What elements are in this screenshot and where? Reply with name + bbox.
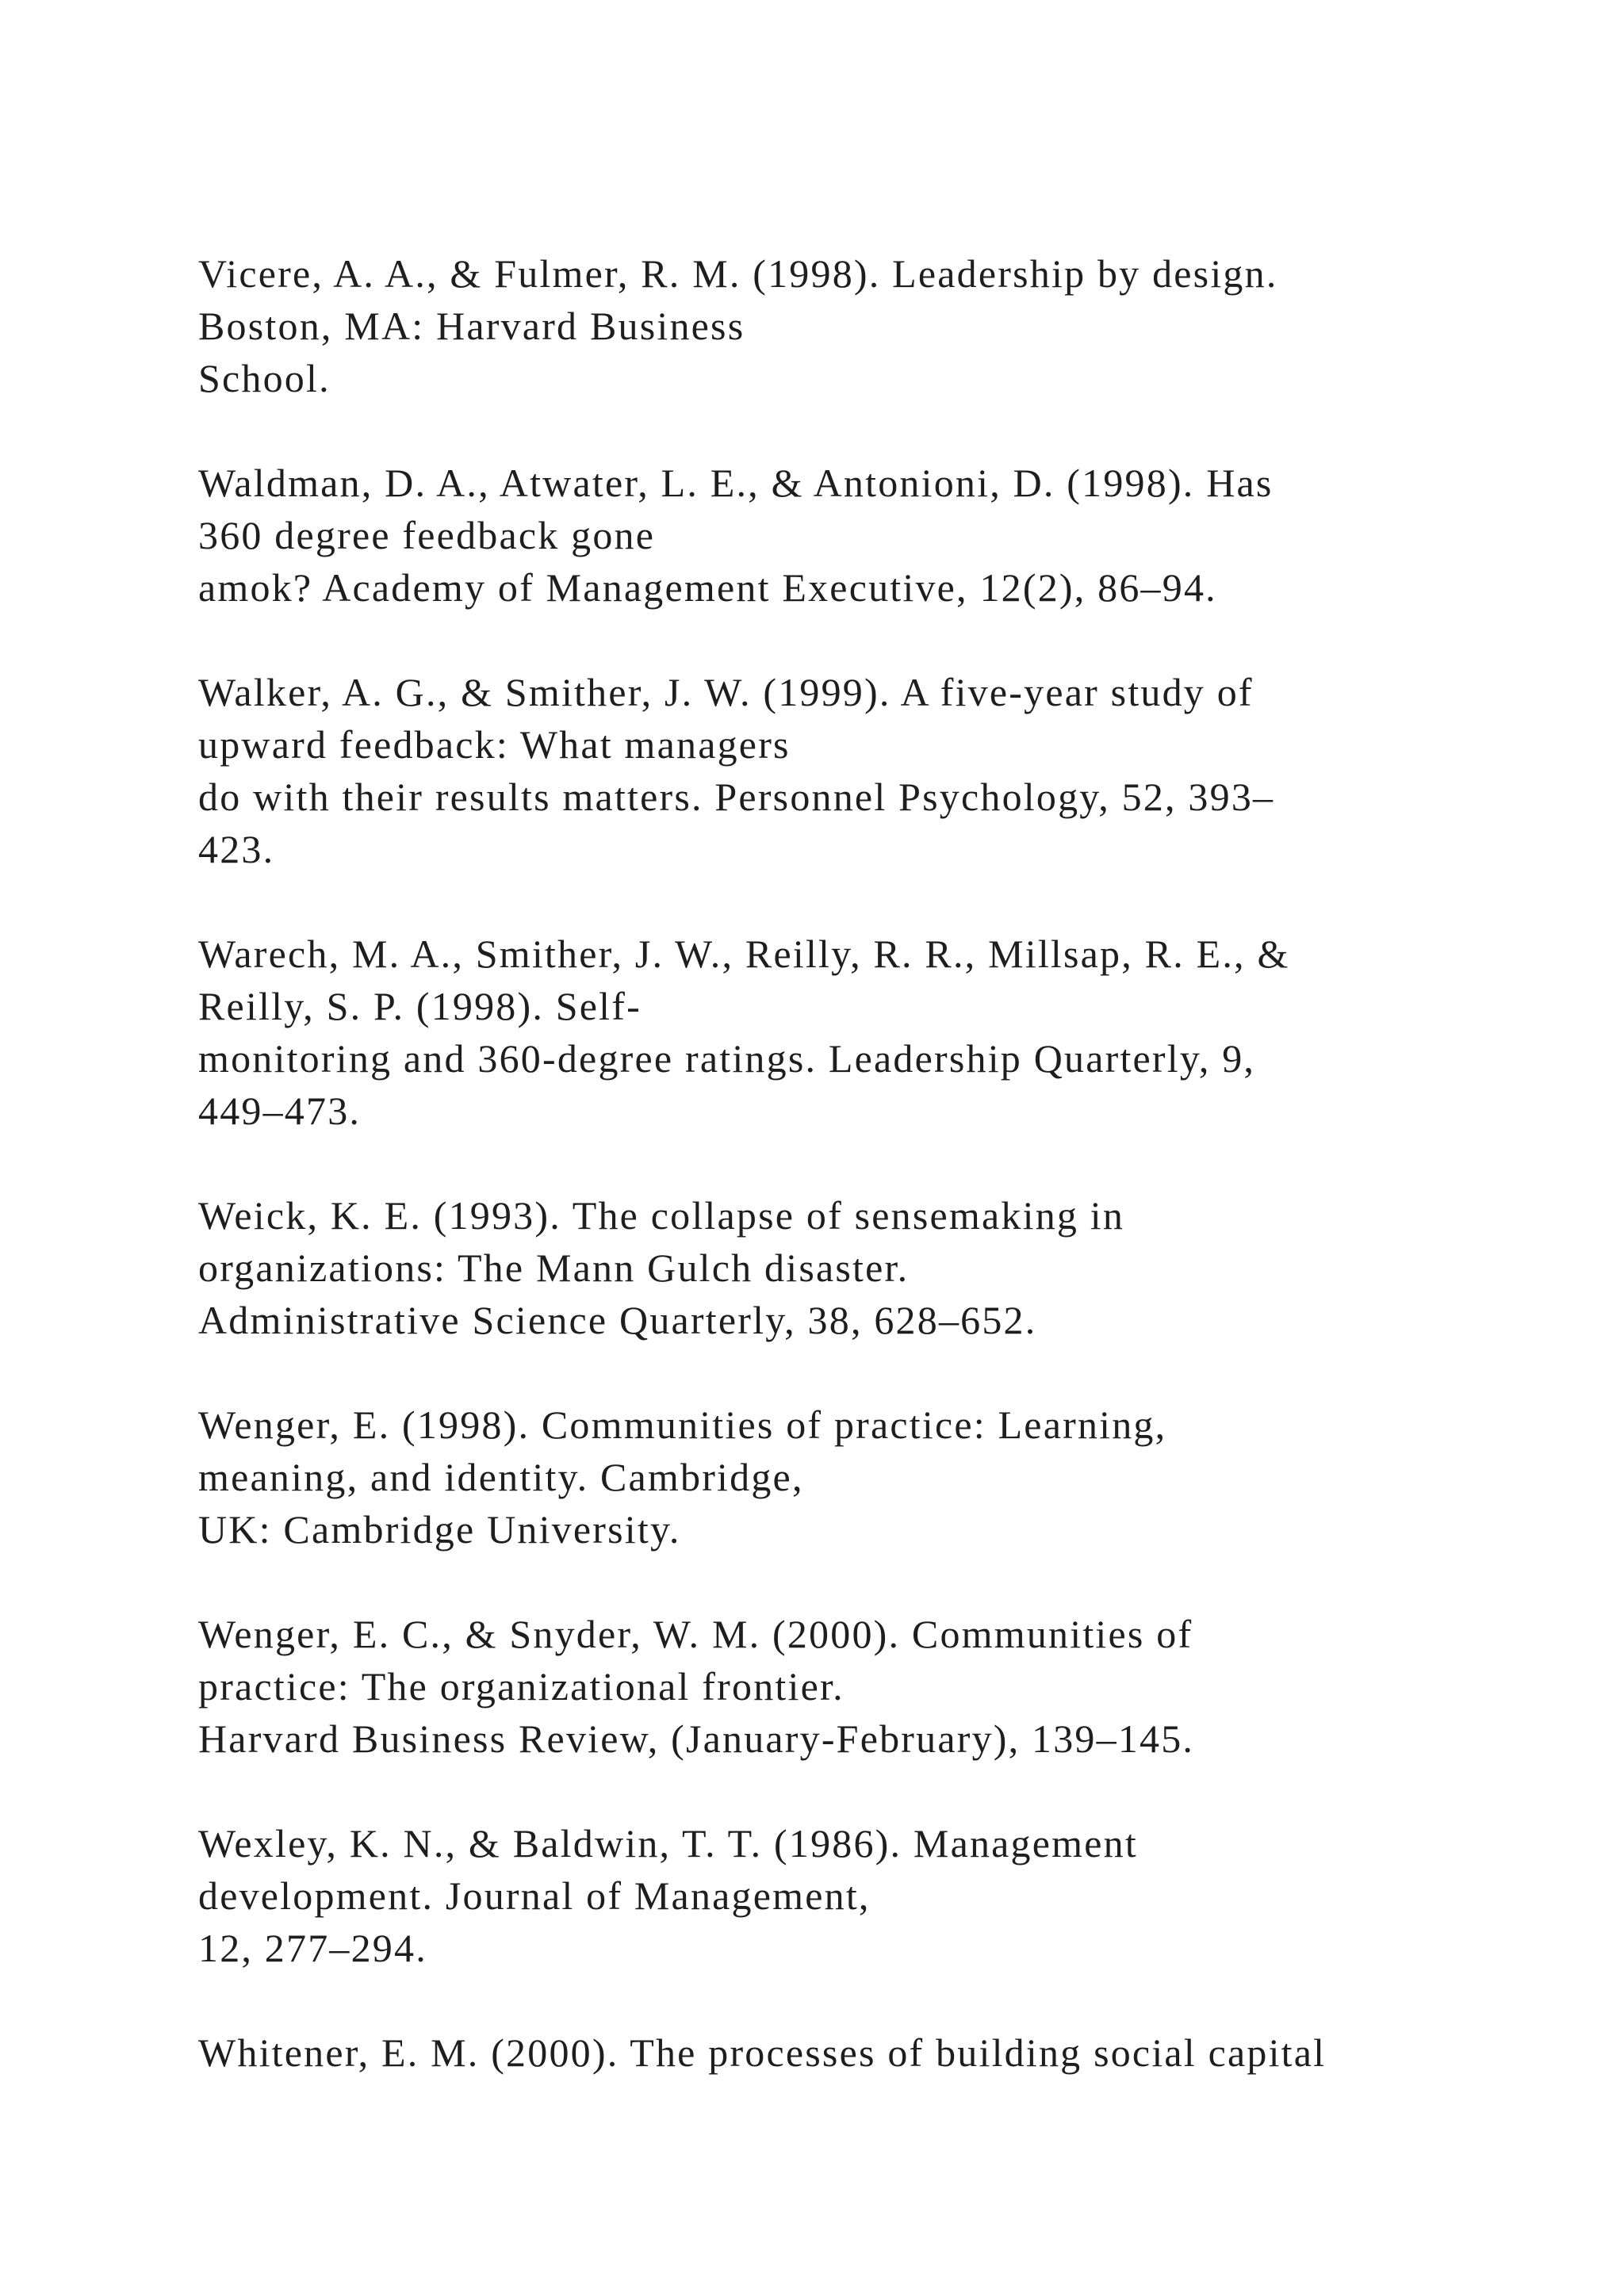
reference-entry-wenger-1998: [198, 1399, 1546, 1556]
reference-line: meaning, and identity. Cambridge,: [198, 1455, 804, 1499]
reference-line: Warech, M. A., Smither, J. W., Reilly, R. R., Millsap, R. E., &: [198, 932, 1290, 976]
reference-entry-whitener: [198, 2026, 1546, 2079]
reference-entry-vicere: [198, 247, 1546, 404]
reference-line: 449–473.: [198, 1089, 362, 1133]
reference-line: upward feedback: What managers: [198, 722, 791, 767]
reference-line: Walker, A. G., & Smither, J. W. (1999). A five-year study of: [198, 670, 1254, 714]
reference-line: Waldman, D. A., Atwater, L. E., & Antonioni, D. (1998). Has: [198, 461, 1274, 505]
reference-line: Wexley, K. N., & Baldwin, T. T. (1986). Management: [198, 1821, 1138, 1866]
reference-line: practice: The organizational frontier.: [198, 1664, 845, 1709]
reference-line: Vicere, A. A., & Fulmer, R. M. (1998). Leadership by design.: [198, 251, 1278, 296]
reference-line: 360 degree feedback gone: [198, 513, 656, 557]
reference-line: amok? Academy of Management Executive, 12(2), 86–94.: [198, 565, 1217, 610]
reference-line: do with their results matters. Personnel Psychology, 52, 393–: [198, 775, 1275, 819]
reference-entry-wenger-snyder: [198, 1608, 1546, 1765]
reference-line: Weick, K. E. (1993). The collapse of sensemaking in: [198, 1193, 1125, 1238]
reference-line: 12, 277–294.: [198, 1926, 427, 1970]
reference-line: Reilly, S. P. (1998). Self-: [198, 984, 642, 1028]
reference-line: 423.: [198, 827, 275, 871]
reference-entry-walker: [198, 666, 1546, 875]
reference-line: Wenger, E. (1998). Communities of practice: Learning,: [198, 1402, 1167, 1447]
reference-line: UK: Cambridge University.: [198, 1507, 681, 1552]
reference-line: School.: [198, 356, 331, 400]
reference-entry-waldman: [198, 457, 1546, 614]
reference-line: monitoring and 360-degree ratings. Leadership Quarterly, 9,: [198, 1036, 1256, 1081]
reference-line: development. Journal of Management,: [198, 1873, 871, 1918]
reference-line: Whitener, E. M. (2000). The processes of building social capital: [198, 2030, 1327, 2075]
reference-line: Harvard Business Review, (January-February), 139–145.: [198, 1716, 1195, 1761]
reference-line: Boston, MA: Harvard Business: [198, 304, 745, 348]
reference-line: Administrative Science Quarterly, 38, 628–652.: [198, 1298, 1037, 1342]
reference-line: Wenger, E. C., & Snyder, W. M. (2000). Communities of: [198, 1612, 1193, 1656]
reference-list: [198, 247, 1546, 2131]
reference-entry-wexley: [198, 1817, 1546, 1974]
reference-entry-warech: [198, 928, 1546, 1137]
reference-entry-weick: [198, 1189, 1546, 1346]
reference-line: organizations: The Mann Gulch disaster.: [198, 1246, 910, 1290]
